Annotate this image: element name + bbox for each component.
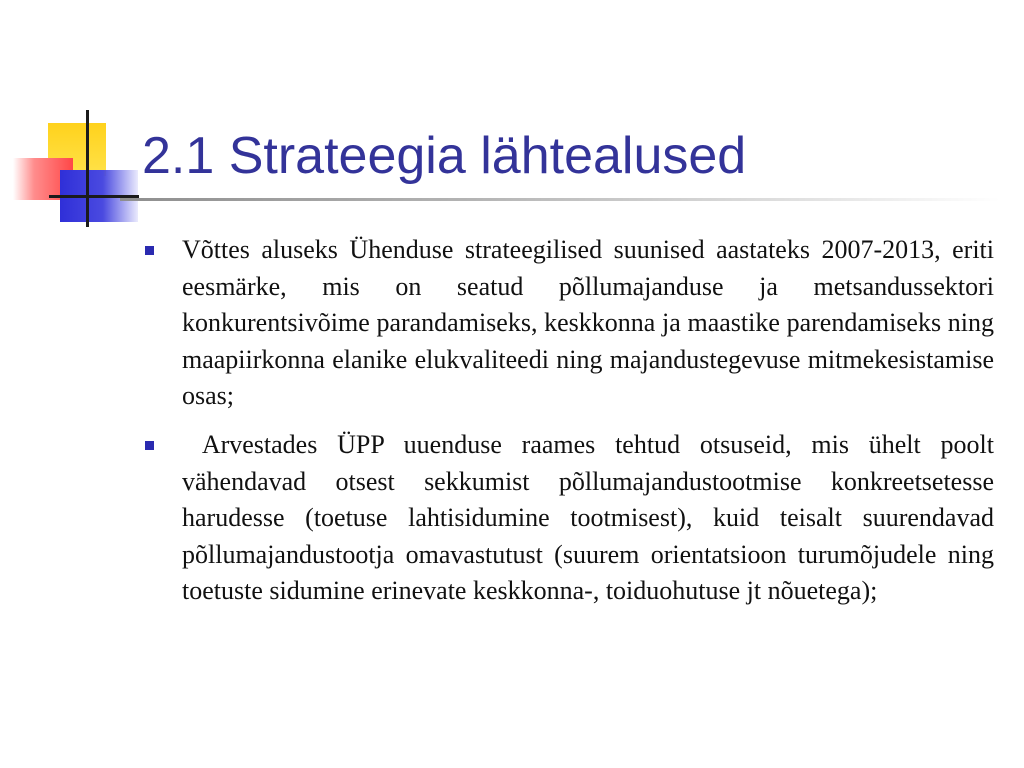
square-bullet-icon xyxy=(145,246,154,255)
bullet-text: Võttes aluseks Ühenduse strateegilised suunised aastateks 2007-2013, eriti eesmärke, mis on seatud põllumajanduse ja metsandussektori konkurentsivõime parandamiseks, keskkonna ja maastike parendamiseks ning maapiirkonna elanike elukvaliteedi ning majandustegevuse mitmekesistamise osas; xyxy=(182,235,994,411)
vertical-line-decoration xyxy=(86,110,89,227)
bullet-item xyxy=(140,427,1001,610)
bullet-item xyxy=(140,232,994,415)
slide-title: 2.1 Strateegia lähtealused xyxy=(142,127,747,185)
square-bullet-icon xyxy=(145,441,154,450)
bullet-list xyxy=(140,232,1001,622)
title-underline xyxy=(120,198,1000,201)
bullet-text: Arvestades ÜPP uuenduse raames tehtud otsuseid, mis ühelt poolt vähendavad otsest sekkumist põllumajandustootmise konkreetsetesse harudesse (toetuse lahtisidumine tootmisest), kuid teisalt suurendavad põllumajandustootja omavastutust (suurem orientatsioon turumõjudele ning toetuste sidumine erinevate keskkonna-, toiduohutuse jt nõuetega); xyxy=(182,429,1001,606)
